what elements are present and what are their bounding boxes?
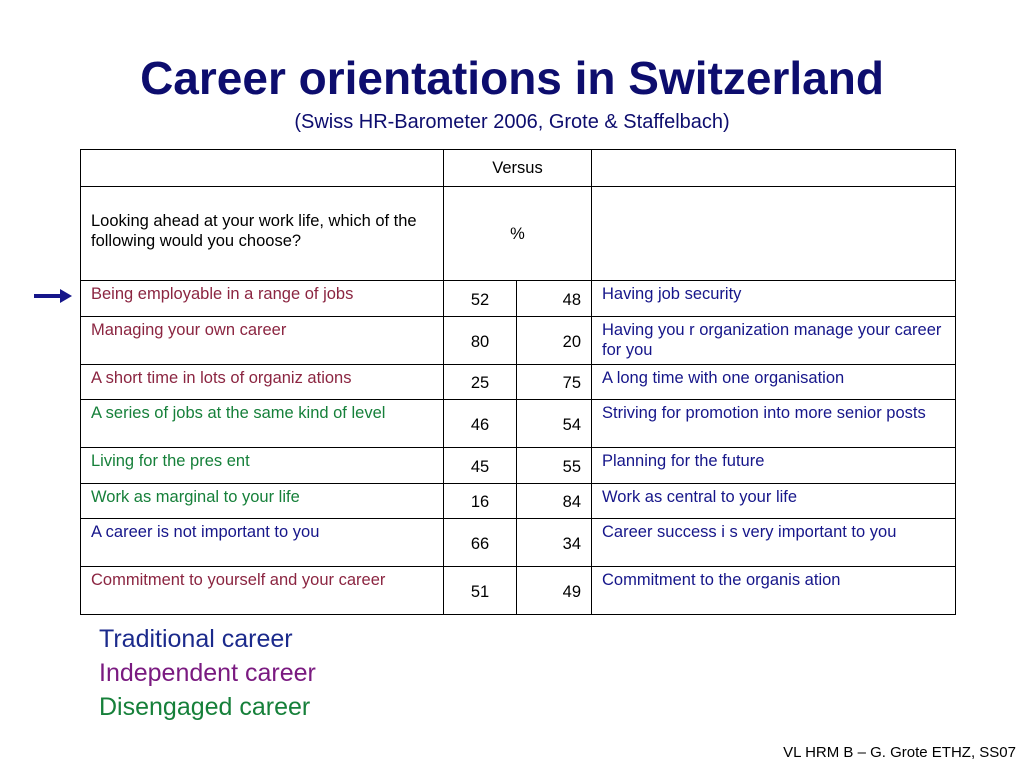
- slide-footer: VL HRM B – G. Grote ETHZ, SS07: [783, 744, 1016, 761]
- legend-traditional: Traditional career: [99, 625, 293, 653]
- row-left-option: A series of jobs at the same kind of level: [81, 400, 444, 448]
- row-left-percent: 25: [444, 365, 517, 400]
- row-right-option: Striving for promotion into more senior posts: [592, 400, 956, 448]
- percent-label: %: [444, 187, 592, 281]
- table-row: [81, 317, 956, 365]
- row-right-percent: 54: [517, 400, 592, 448]
- table-row: [81, 567, 956, 615]
- table-row: [81, 484, 956, 519]
- row-right-percent: 34: [517, 519, 592, 567]
- row-left-percent: 16: [444, 484, 517, 519]
- row-right-percent: 55: [517, 448, 592, 484]
- row-left-option: A career is not important to you: [81, 519, 444, 567]
- row-right-option: Commitment to the organis ation: [592, 567, 956, 615]
- row-left-percent: 46: [444, 400, 517, 448]
- row-right-option: Work as central to your life: [592, 484, 956, 519]
- row-left-option: A short time in lots of organiz ations: [81, 365, 444, 400]
- row-right-percent: 84: [517, 484, 592, 519]
- row-left-option: Work as marginal to your life: [81, 484, 444, 519]
- right-arrow-icon: [34, 286, 74, 306]
- legend-disengaged: Disengaged career: [99, 693, 311, 721]
- table-row: [81, 365, 956, 400]
- question-empty-right: [592, 187, 956, 281]
- row-left-percent: 51: [444, 567, 517, 615]
- row-left-percent: 52: [444, 281, 517, 317]
- page-subtitle: (Swiss HR-Barometer 2006, Grote & Staffelbach): [294, 111, 730, 133]
- row-left-percent: 66: [444, 519, 517, 567]
- row-right-percent: 48: [517, 281, 592, 317]
- row-left-option: Commitment to yourself and your career: [81, 567, 444, 615]
- row-right-option: Having job security: [592, 281, 956, 317]
- row-right-percent: 49: [517, 567, 592, 615]
- page-title: Career orientations in Switzerland: [140, 52, 884, 104]
- row-left-option: Being employable in a range of jobs: [81, 281, 444, 317]
- row-right-option: A long time with one organisation: [592, 365, 956, 400]
- survey-question: Looking ahead at your work life, which of the following would you choose?: [81, 187, 444, 281]
- row-right-percent: 20: [517, 317, 592, 365]
- row-right-option: Career success i s very important to you: [592, 519, 956, 567]
- table-row: [81, 519, 956, 567]
- versus-label: Versus: [444, 150, 592, 187]
- header-empty-left: [81, 150, 444, 187]
- row-left-option: Living for the pres ent: [81, 448, 444, 484]
- row-right-option: Planning for the future: [592, 448, 956, 484]
- row-left-option: Managing your own career: [81, 317, 444, 365]
- table-row: [81, 281, 956, 317]
- header-row: [81, 150, 956, 187]
- legend-independent: Independent career: [99, 659, 316, 687]
- question-row: [81, 187, 956, 281]
- header-empty-right: [592, 150, 956, 187]
- row-left-percent: 80: [444, 317, 517, 365]
- table-row: [81, 400, 956, 448]
- career-orientation-table: [80, 149, 956, 615]
- row-left-percent: 45: [444, 448, 517, 484]
- table-row: [81, 448, 956, 484]
- row-right-percent: 75: [517, 365, 592, 400]
- row-right-option: Having you r organization manage your career for you: [592, 317, 956, 365]
